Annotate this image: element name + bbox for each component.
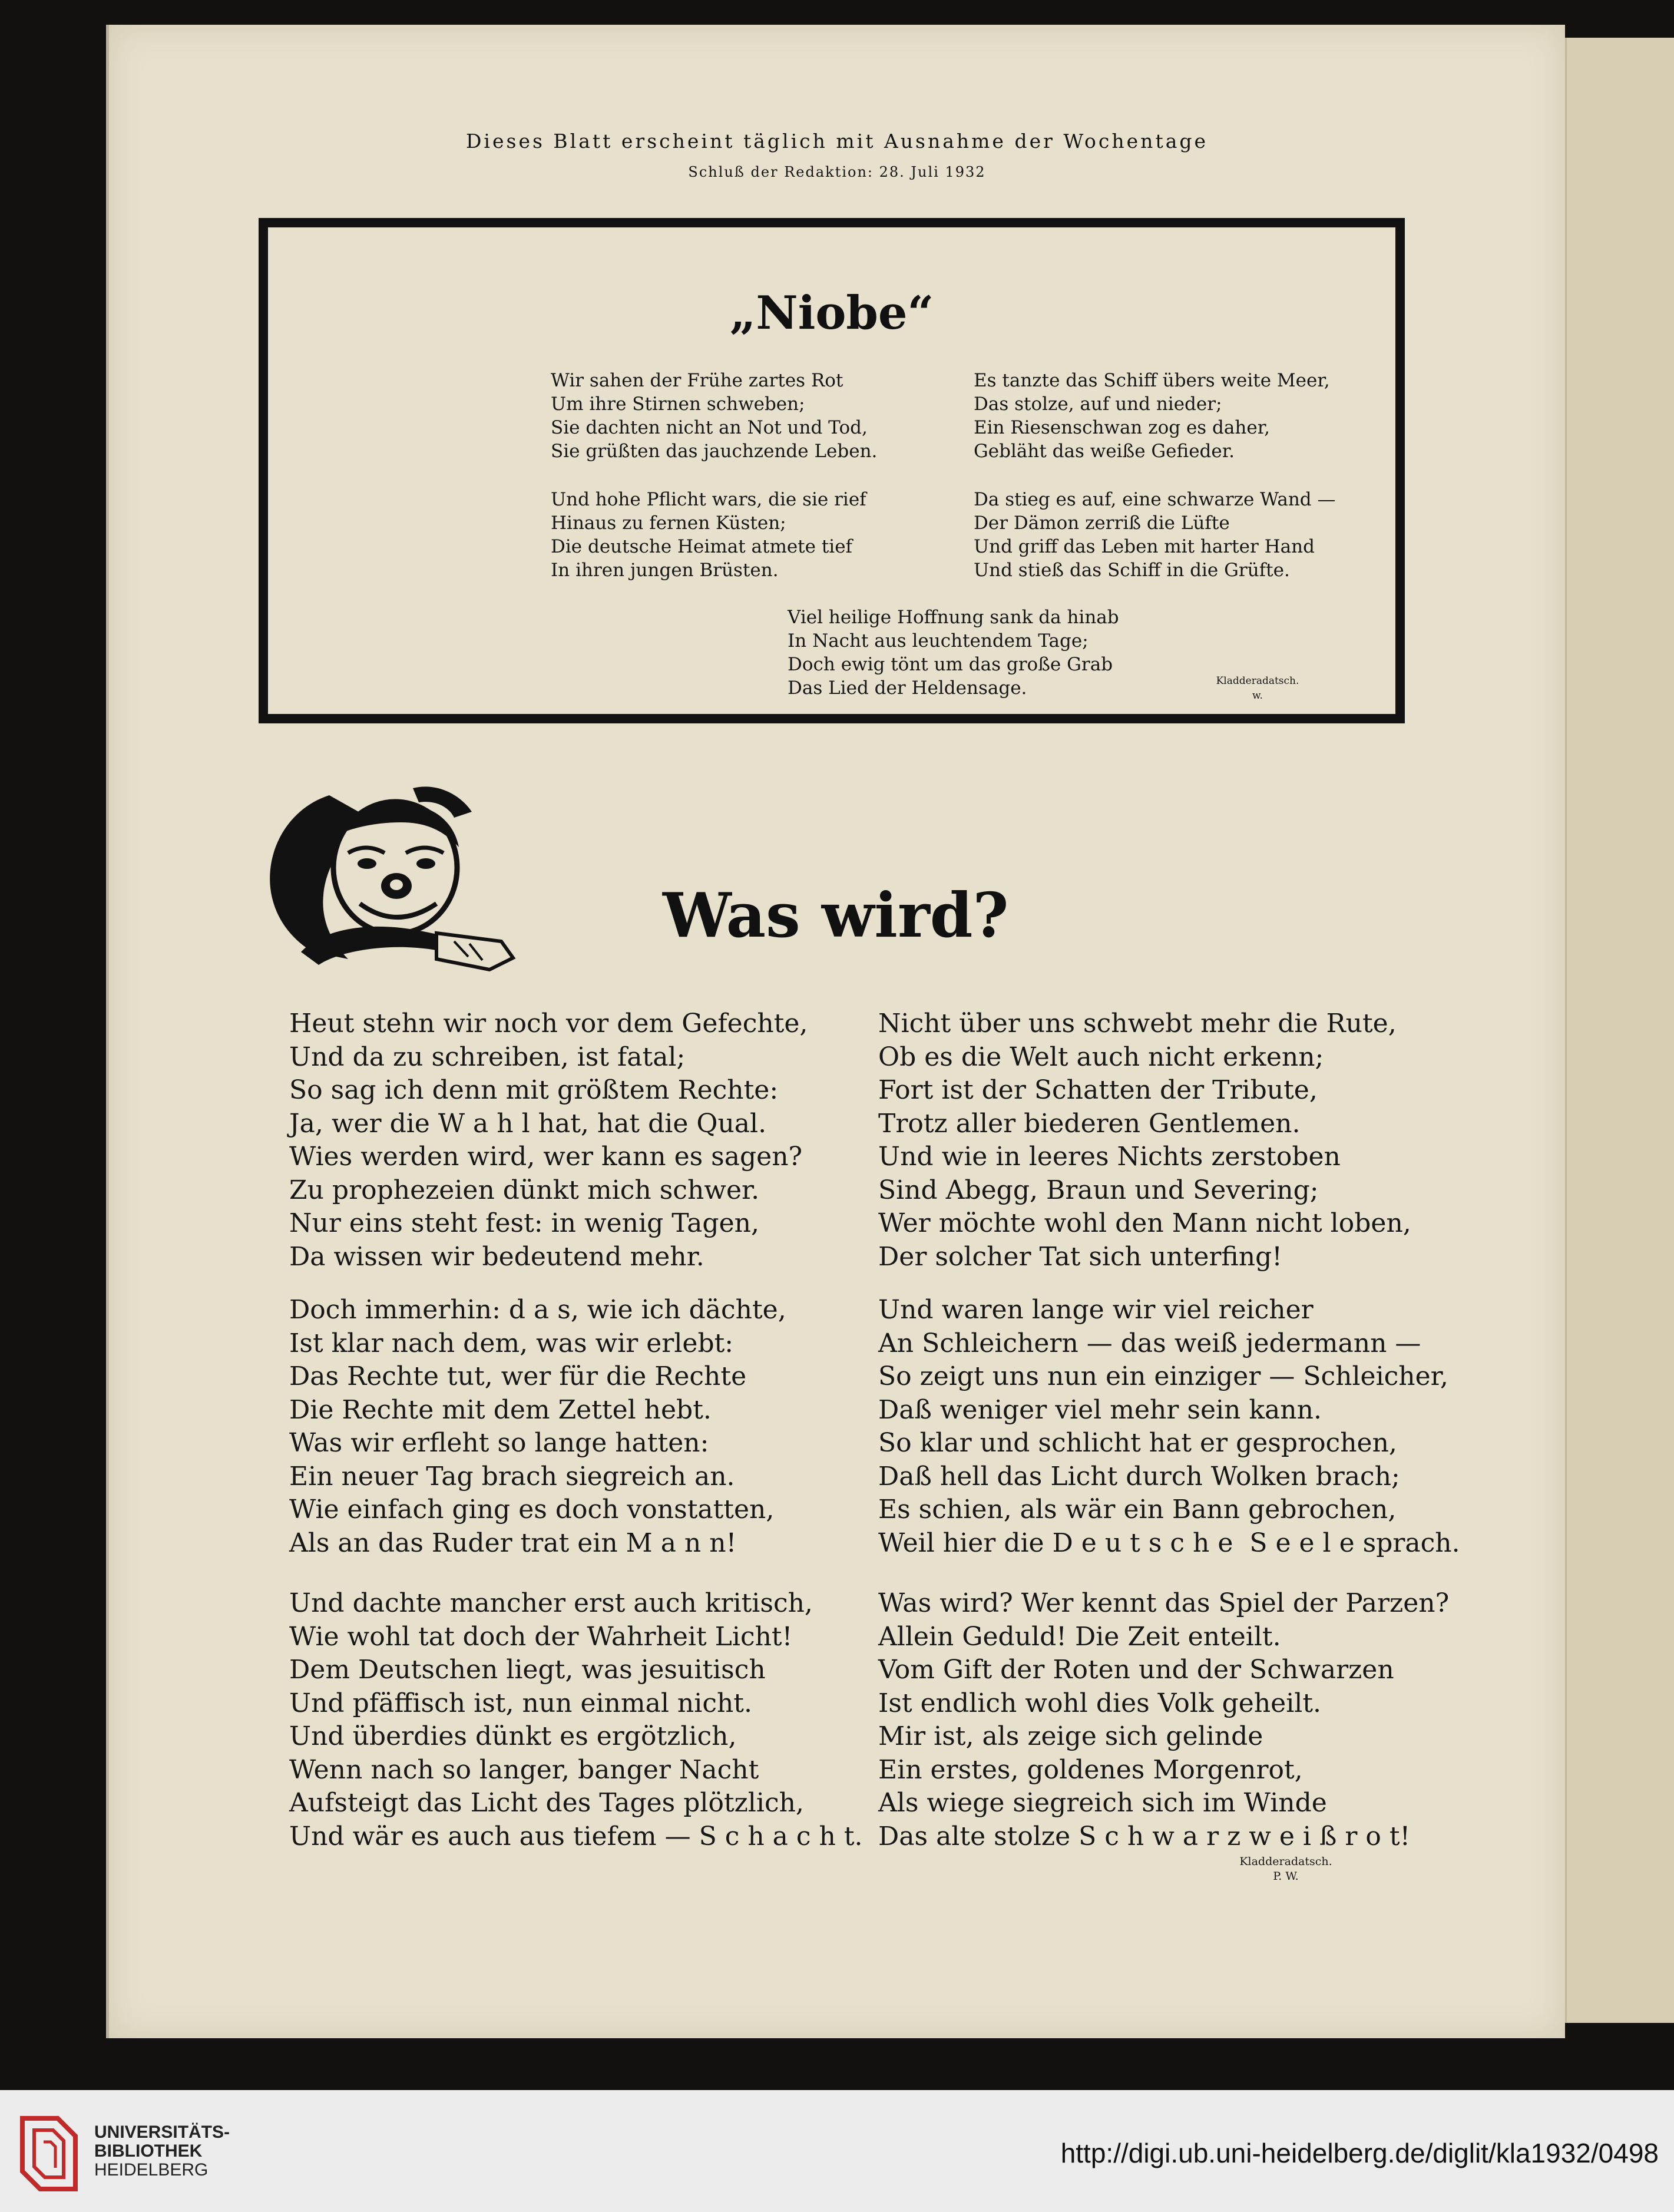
niobe-box — [259, 218, 1405, 723]
grinning-character-icon — [260, 765, 519, 988]
niobe-credit — [1199, 674, 1316, 703]
editorial-deadline: Schluß der Redaktion: 28. Juli 1932 — [688, 164, 986, 180]
adjacent-page-edge — [1562, 38, 1674, 2023]
niobe-credit-source: Kladderadatsch. — [1216, 675, 1299, 687]
newspaper-page — [106, 25, 1565, 2038]
niobe-stanza: Viel heilige Hoffnung sank da hinab In Nacht aus leuchtendem Tage; Doch ewig tönt um das große Grab Das Lied der Heldensage. — [788, 607, 1119, 699]
poem-stanza: Doch immerhin: d a s, wie ich dächte, Ist klar nach dem, was wir erlebt: Das Rechte tut, wer für die Rechte Die Rechte mit dem Zettel hebt. Was wir erfleht so lange hatten: Ein neuer Tag brach siegreich an. Wie einfach ging es doch vonstatten, Als an das Ruder trat ein M a n n! — [289, 1295, 786, 1558]
poem-credit-author: P. W. — [1273, 1870, 1299, 1883]
library-name — [94, 2123, 230, 2180]
library-name-line2: BIBLIOTHEK — [94, 2141, 203, 2161]
poem-title: Was wird? — [663, 879, 1009, 951]
poem-stanza: Heut stehn wir noch vor dem Gefechte, Und da zu schreiben, ist fatal; So sag ich denn mit größtem Rechte: Ja, wer die W a h l hat, hat die Qual. Wies werden wird, wer kann es sagen? Zu prophezeien dünkt mich schwer. Nur eins steht fest: in wenig Tagen, Da wissen wir bedeutend mehr. — [289, 1009, 808, 1272]
niobe-credit-author: w. — [1252, 690, 1263, 702]
publication-notice: Dieses Blatt erscheint täglich mit Ausnahme der Wochentage — [465, 130, 1209, 153]
poem-credit — [1227, 1854, 1345, 1884]
library-name-line1: UNIVERSITÄTS- — [94, 2122, 230, 2142]
niobe-title: „Niobe“ — [729, 286, 934, 340]
niobe-stanza: Da stieg es auf, eine schwarze Wand — Der Dämon zerriß die Lüfte Und griff das Leben mit harter Hand Und stieß das Schiff in die Grüfte. — [974, 489, 1336, 581]
poem-stanza: Nicht über uns schwebt mehr die Rute, Ob es die Welt auch nicht erkenn; Fort ist der Schatten der Tribute, Trotz aller biederen Gentlemen. Und wie in leeres Nichts zerstoben Sind Abegg, Braun und Severing; Wer möchte wohl den Mann nicht loben, Der solcher Tat sich unterfing! — [878, 1009, 1411, 1272]
poem-credit-source: Kladderadatsch. — [1239, 1855, 1332, 1868]
source-url-link[interactable]: http://digi.ub.uni-heidelberg.de/diglit/kla1932/0498 — [1060, 2138, 1659, 2168]
poem-stanza: Und dachte mancher erst auch kritisch, Wie wohl tat doch der Wahrheit Licht! Dem Deutschen liegt, was jesuitisch Und pfäffisch ist, nun einmal nicht. Und überdies dünkt es ergötzlich, Wenn nach so langer, banger Nacht Aufsteigt das Licht des Tages plötzlich, Und wär es auch aus tiefem — S c h a c h t. — [289, 1588, 863, 1851]
poem-stanza: Was wird? Wer kennt das Spiel der Parzen? Allein Geduld! Die Zeit enteilt. Vom Gift der Roten und der Schwarzen Ist endlich wohl dies Volk geheilt. Mir ist, als zeige sich gelinde Ein erstes, goldenes Morgenrot, Als wiege siegreich sich im Winde Das alte stolze S c h w a r z w e i ß r o t! — [878, 1588, 1450, 1851]
poem-stanza: Und waren lange wir viel reicher An Schleichern — das weiß jedermann — So zeigt uns nun ein einziger — Schleicher, Daß weniger viel mehr sein kann. So klar und schlicht hat er gesprochen, Daß hell das Licht durch Wolken brach; Es schien, als wär ein Bann gebrochen, Weil hier die D e u t s c h e S e e l e sprach. — [878, 1295, 1460, 1558]
niobe-stanza: Es tanzte das Schiff übers weite Meer, Das stolze, auf und nieder; Ein Riesenschwan zog es daher, Gebläht das weiße Gefieder. — [974, 370, 1330, 462]
niobe-stanza: Und hohe Pflicht wars, die sie rief Hinaus zu fernen Küsten; Die deutsche Heimat atmete tief In ihren jungen Brüsten. — [551, 489, 866, 581]
library-name-line3: HEIDELBERG — [94, 2160, 209, 2180]
library-footer — [0, 2090, 1674, 2212]
niobe-stanza: Wir sahen der Frühe zartes Rot Um ihre Stirnen schweben; Sie dachten nicht an Not und Tod, Sie grüßten das jauchzende Leben. — [551, 370, 878, 462]
library-logo-icon — [16, 2107, 81, 2195]
